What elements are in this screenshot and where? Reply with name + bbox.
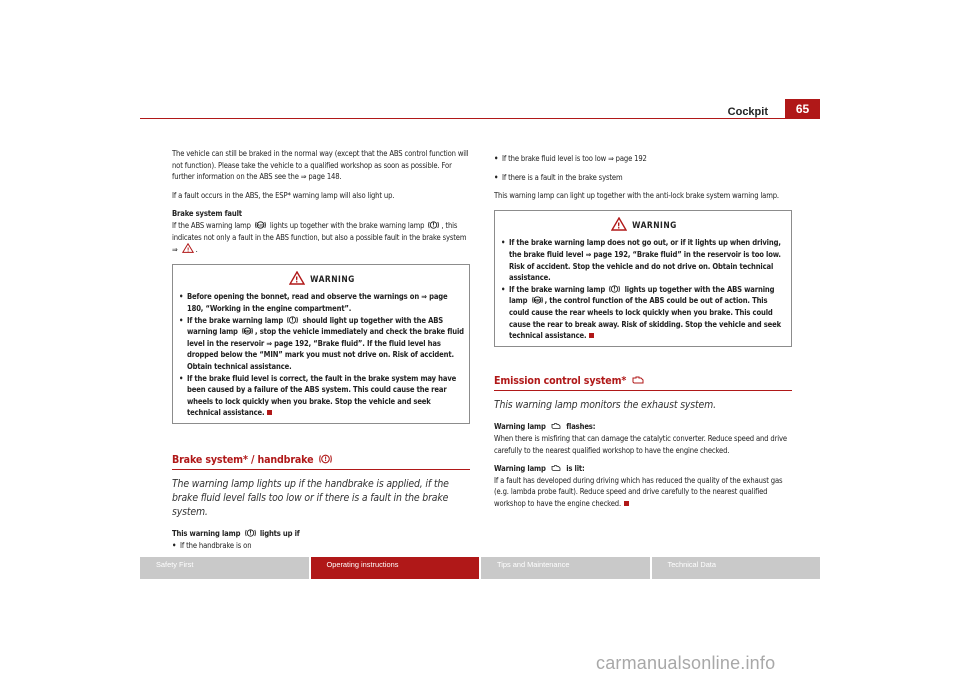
brake-lamp-icon — [287, 316, 298, 324]
flash-paragraph: When there is misfiring that can damage the catalytic converter. Reduce speed and drive carefully to the nearest qualified workshop to have the engine checked. — [494, 433, 787, 455]
warning-triangle-icon — [289, 271, 305, 285]
list-item: • If the handbrake is on — [172, 541, 252, 551]
warning-heading: ! WARNING — [179, 271, 465, 286]
section-intro: The warning lamp lights up if the handbrake is applied, if the brake fluid level falls too low or if there is a fault in the brake system. — [172, 478, 449, 519]
abs-lamp-icon — [532, 296, 543, 304]
footer-nav — [140, 557, 820, 579]
right-column — [494, 153, 792, 516]
engine-lamp-icon — [550, 422, 562, 430]
watermark: carmanualsonline.info — [596, 653, 776, 673]
page-number: 65 — [785, 99, 820, 119]
warning-box-left — [172, 264, 470, 424]
lit-paragraph: If a fault has developed during driving which has reduced the quality of the exhaust gas (e.g. lambda probe fault). Reduce speed and drive carefully to the nearest qualified workshop to have the engine checked. — [494, 475, 783, 508]
tab-tips-and-maintenance[interactable]: Tips and Maintenance — [481, 557, 650, 579]
page-title: Cockpit — [727, 106, 768, 118]
abs-together-paragraph: This warning lamp can light up together with the anti-lock brake system warning lamp. — [494, 191, 779, 201]
warning-item: • Before opening the bonnet, read and observe the warnings on ⇒ page 180, “Working in the engine compartment”. — [179, 292, 448, 313]
svg-text:ABS: ABS — [243, 329, 252, 334]
section-title-emission: Emission control system* — [494, 375, 792, 392]
engine-lamp-icon — [631, 375, 645, 385]
section-title-brake: Brake system* / handbrake ! — [172, 454, 470, 471]
esp-paragraph: If a fault occurs in the ABS, the ESP* warning lamp will also light up. — [172, 190, 395, 200]
tab-technical-data[interactable]: Technical Data — [652, 557, 821, 579]
lamp-subheading: This warning lamp ! lights up if — [172, 529, 300, 539]
svg-text:!: ! — [249, 531, 252, 538]
abs-lamp-icon — [242, 327, 253, 335]
brake-lamp-icon — [609, 285, 620, 293]
warning-item: • If the brake warning lamp does not go out, or if it lights up when driving, the brake fluid level ⇒ page 192, “Brake fluid” in the reservoir is too low. Risk of accident. Stop the vehicle and do not drive on. Obtain technical assistance. — [501, 238, 781, 283]
svg-text:!: ! — [186, 247, 189, 254]
section-intro: This warning lamp monitors the exhaust system. — [494, 399, 716, 412]
tab-safety-first[interactable]: Safety First — [140, 557, 309, 579]
brake-lamp-icon — [245, 529, 256, 537]
warning-item: • If the brake fluid level is correct, the fault in the brake system may have been caused by a failure of the ABS system. This could cause the rear wheels to lock quickly when you brake. Stop the vehicle and seek technical assistance. — [179, 373, 457, 418]
left-column — [172, 148, 470, 552]
end-marker — [624, 501, 629, 506]
list-item: • If there is a fault in the brake system — [494, 172, 623, 182]
abs-lamp-icon — [255, 221, 266, 229]
brake-lamp-icon — [319, 454, 332, 464]
warning-box-right — [494, 210, 792, 347]
svg-text:ABS: ABS — [533, 298, 541, 303]
flash-subheading: Warning lamp flashes: — [494, 422, 596, 432]
brake-lamp-icon — [428, 221, 439, 229]
end-marker — [267, 410, 272, 415]
warning-triangle-icon — [611, 217, 627, 231]
abs-info-paragraph: The vehicle can still be braked in the normal way (except that the ABS control function will not function). Please take the vehicle to a qualified workshop as soon as possible. For further information on the ABS see the ⇒ page 148. — [172, 149, 469, 182]
list-item: • If the brake fluid level is too low ⇒ page 192 — [494, 154, 647, 163]
warning-heading: ! WARNING — [501, 217, 787, 232]
header-rule — [140, 118, 820, 119]
svg-text:ABS: ABS — [257, 223, 264, 228]
tab-operating-instructions[interactable]: Operating instructions — [311, 557, 480, 579]
fault-paragraph: If the ABS warning lamp ABS lights up together with the brake warning lamp ! , this indicates not only a fault in the ABS function, but also a possible fault in the brake system ⇒ ! . — [172, 220, 467, 255]
end-marker — [589, 333, 594, 338]
svg-text:!: ! — [291, 317, 294, 324]
warning-item: • If the brake warning lamp ! lights up together with the ABS warning lamp ABS , the control function of the ABS could be out of action. This could cause the rear wheels to lock quickly when you brake. This could cause the rear to break away. Risk of skidding. Stop the vehicle and seek technical assistance. — [501, 284, 781, 341]
warning-item: • If the brake warning lamp ! should light up together with the ABS warning lamp ABS , stop the vehicle immediately and check the brake fluid level in the reservoir ⇒ page 192, “Brake fluid”. If the fluid level has dropped below the “MIN” mark you must not drive on. Risk of accident. Obtain technical assistance. — [179, 315, 464, 371]
svg-text:!: ! — [617, 221, 622, 231]
svg-text:!: ! — [432, 222, 435, 229]
svg-text:!: ! — [295, 275, 300, 285]
warning-triangle-icon — [182, 243, 194, 253]
lit-subheading: Warning lamp is lit: — [494, 464, 585, 474]
svg-text:!: ! — [323, 456, 327, 463]
svg-text:!: ! — [613, 286, 616, 293]
fault-heading: Brake system fault — [172, 209, 242, 219]
engine-lamp-icon — [550, 464, 562, 472]
